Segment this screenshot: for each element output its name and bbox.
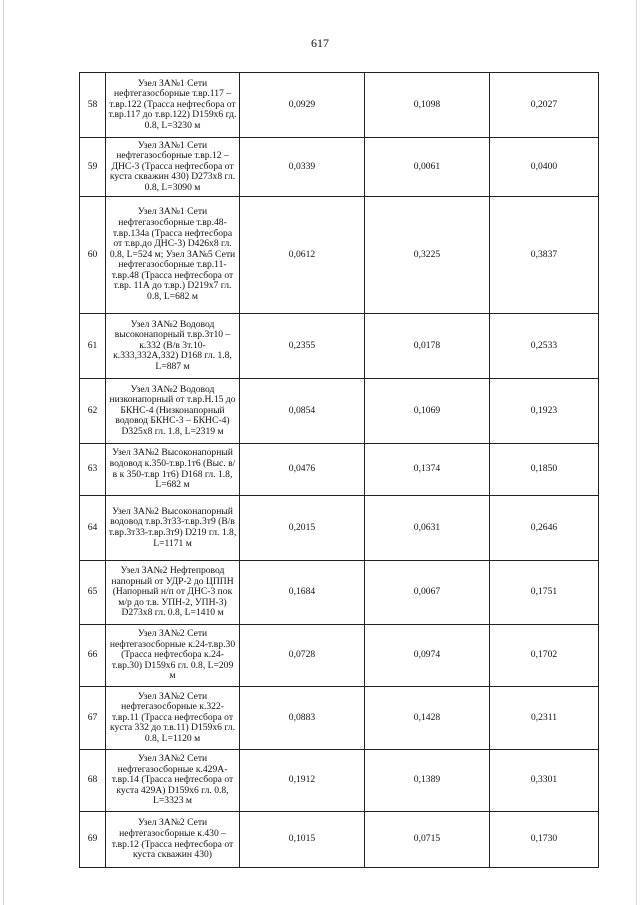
row-description: Узел ЗА№2 Высоконапорный водовод к.350-т.вр.1т6 (Выс. в/в к 350-т.вр 1т6) D168 гл. 1.8, L=682 м <box>106 444 240 496</box>
row-number: 60 <box>80 197 106 314</box>
row-value-1: 0,0339 <box>240 138 365 197</box>
row-value-3: 0,2311 <box>490 687 599 750</box>
scan-edge-left <box>3 0 4 905</box>
row-value-2: 0,1098 <box>365 73 490 138</box>
row-value-2: 0,0974 <box>365 625 490 687</box>
row-value-2: 0,1374 <box>365 444 490 496</box>
table-row <box>80 750 599 812</box>
row-value-2: 0,0178 <box>365 314 490 379</box>
table-row <box>80 625 599 687</box>
pipeline-table <box>79 72 599 868</box>
row-value-3: 0,1751 <box>490 561 599 625</box>
table-row <box>80 73 599 138</box>
row-value-2: 0,0631 <box>365 496 490 561</box>
row-number: 62 <box>80 379 106 444</box>
table-row <box>80 561 599 625</box>
row-value-1: 0,0854 <box>240 379 365 444</box>
row-value-1: 0,0728 <box>240 625 365 687</box>
row-value-3: 0,0400 <box>490 138 599 197</box>
row-description: Узел ЗА№2 Сети нефтегазосборные к.429А-т.вр.14 (Трасса нефтесбора от куста 429А) D159х6 гл. 0.8, L=3323 м <box>106 750 240 812</box>
row-value-1: 0,0476 <box>240 444 365 496</box>
row-value-3: 0,3837 <box>490 197 599 314</box>
row-value-1: 0,2355 <box>240 314 365 379</box>
row-value-1: 0,0883 <box>240 687 365 750</box>
row-value-2: 0,0067 <box>365 561 490 625</box>
table-row <box>80 379 599 444</box>
page-number: 617 <box>311 36 329 50</box>
row-value-2: 0,1428 <box>365 687 490 750</box>
row-description: Узел ЗА№2 Высоконапорный водовод т.вр.3т33-т.вр.3т9 (В/в т.вр.3т33-т.вр.3т9) D219 гл. 1.8, L=1171 м <box>106 496 240 561</box>
table-row <box>80 138 599 197</box>
table-row <box>80 496 599 561</box>
row-description: Узел ЗА№2 Сети нефтегазосборные к.322-т.вр.11 (Трасса нефтесбора от куста 332 до т.в.11) D159х6 гл. 0.8, L=1120 м <box>106 687 240 750</box>
row-number: 59 <box>80 138 106 197</box>
row-number: 63 <box>80 444 106 496</box>
row-number: 69 <box>80 812 106 868</box>
row-description: Узел ЗА№1 Сети нефтегазосборные т.вр.117 – т.вр.122 (Трасса нефтесбора от т.вр.117 до т.вр.122) D159х6 гд. 0.8, L=3230 м <box>106 73 240 138</box>
row-description: Узел ЗА№2 Сети нефтегазосборные к.430 – т.вр.12 (Трасса нефтесбора от куста скважин 430) <box>106 812 240 868</box>
row-value-2: 0,1389 <box>365 750 490 812</box>
row-value-3: 0,2533 <box>490 314 599 379</box>
row-value-3: 0,1702 <box>490 625 599 687</box>
row-description: Узел ЗА№1 Сети нефтегазосборные т.вр.12 – ДНС-3 (Трасса нефтесбора от куста скважин 430) D273х8 гл. 0.8, L=3090 м <box>106 138 240 197</box>
row-description: Узел ЗА№2 Водовод низконапорный от т.вр.Н.15 до БКНС-4 (Низконапорный водовод БКНС-3 – БКНС-4) D325х8 гл. 1.8, L=2319 м <box>106 379 240 444</box>
row-value-1: 0,2015 <box>240 496 365 561</box>
row-value-1: 0,1684 <box>240 561 365 625</box>
table-row <box>80 314 599 379</box>
scan-edge-right <box>636 0 637 905</box>
row-value-2: 0,3225 <box>365 197 490 314</box>
row-value-3: 0,3301 <box>490 750 599 812</box>
row-value-1: 0,1912 <box>240 750 365 812</box>
row-number: 65 <box>80 561 106 625</box>
row-description: Узел ЗА№1 Сети нефтегазосборные т.вр.48-т.вр.134а (Трасса нефтесбора от т.вр.до ДНС-3) D426х8 гл. 0.8, L=524 м; Узел ЗА№5 Сети нефтегазосборные т.вр.11-т.вр.48 (Трасса нефтесбора от т.вр. 11А до т.вр.) D219х7 гл. 0.8, L=682 м <box>106 197 240 314</box>
row-value-3: 0,1923 <box>490 379 599 444</box>
row-description: Узел ЗА№2 Сети нефтегазосборные к.24-т.вр.30 (Трасса нефтесбора к.24-т.вр.30) D159х6 гл. 0.8, L=209 м <box>106 625 240 687</box>
row-value-3: 0,2027 <box>490 73 599 138</box>
table-row <box>80 687 599 750</box>
table-row <box>80 197 599 314</box>
row-number: 64 <box>80 496 106 561</box>
table-row <box>80 444 599 496</box>
row-value-1: 0,0612 <box>240 197 365 314</box>
row-number: 58 <box>80 73 106 138</box>
row-number: 66 <box>80 625 106 687</box>
row-value-1: 0,1015 <box>240 812 365 868</box>
row-value-2: 0,0061 <box>365 138 490 197</box>
row-value-2: 0,1069 <box>365 379 490 444</box>
row-value-3: 0,1730 <box>490 812 599 868</box>
row-number: 61 <box>80 314 106 379</box>
table-row <box>80 812 599 868</box>
row-number: 67 <box>80 687 106 750</box>
row-value-2: 0,0715 <box>365 812 490 868</box>
row-value-1: 0,0929 <box>240 73 365 138</box>
row-description: Узел ЗА№2 Водовод высоконапорный т.вр.3т10 – к.332 (В/в 3т.10-к.333,332А,332) D168 гл. 1.8, L=887 м <box>106 314 240 379</box>
row-value-3: 0,2646 <box>490 496 599 561</box>
row-value-3: 0,1850 <box>490 444 599 496</box>
row-number: 68 <box>80 750 106 812</box>
row-description: Узел ЗА№2 Нефтепровод напорный от УДР-2 до ЦППН (Напорный н/п от ДНС-3 пок м/р до т.в. УПН-2, УПН-3) D273х8 гл. 0.8, L=1410 м <box>106 561 240 625</box>
